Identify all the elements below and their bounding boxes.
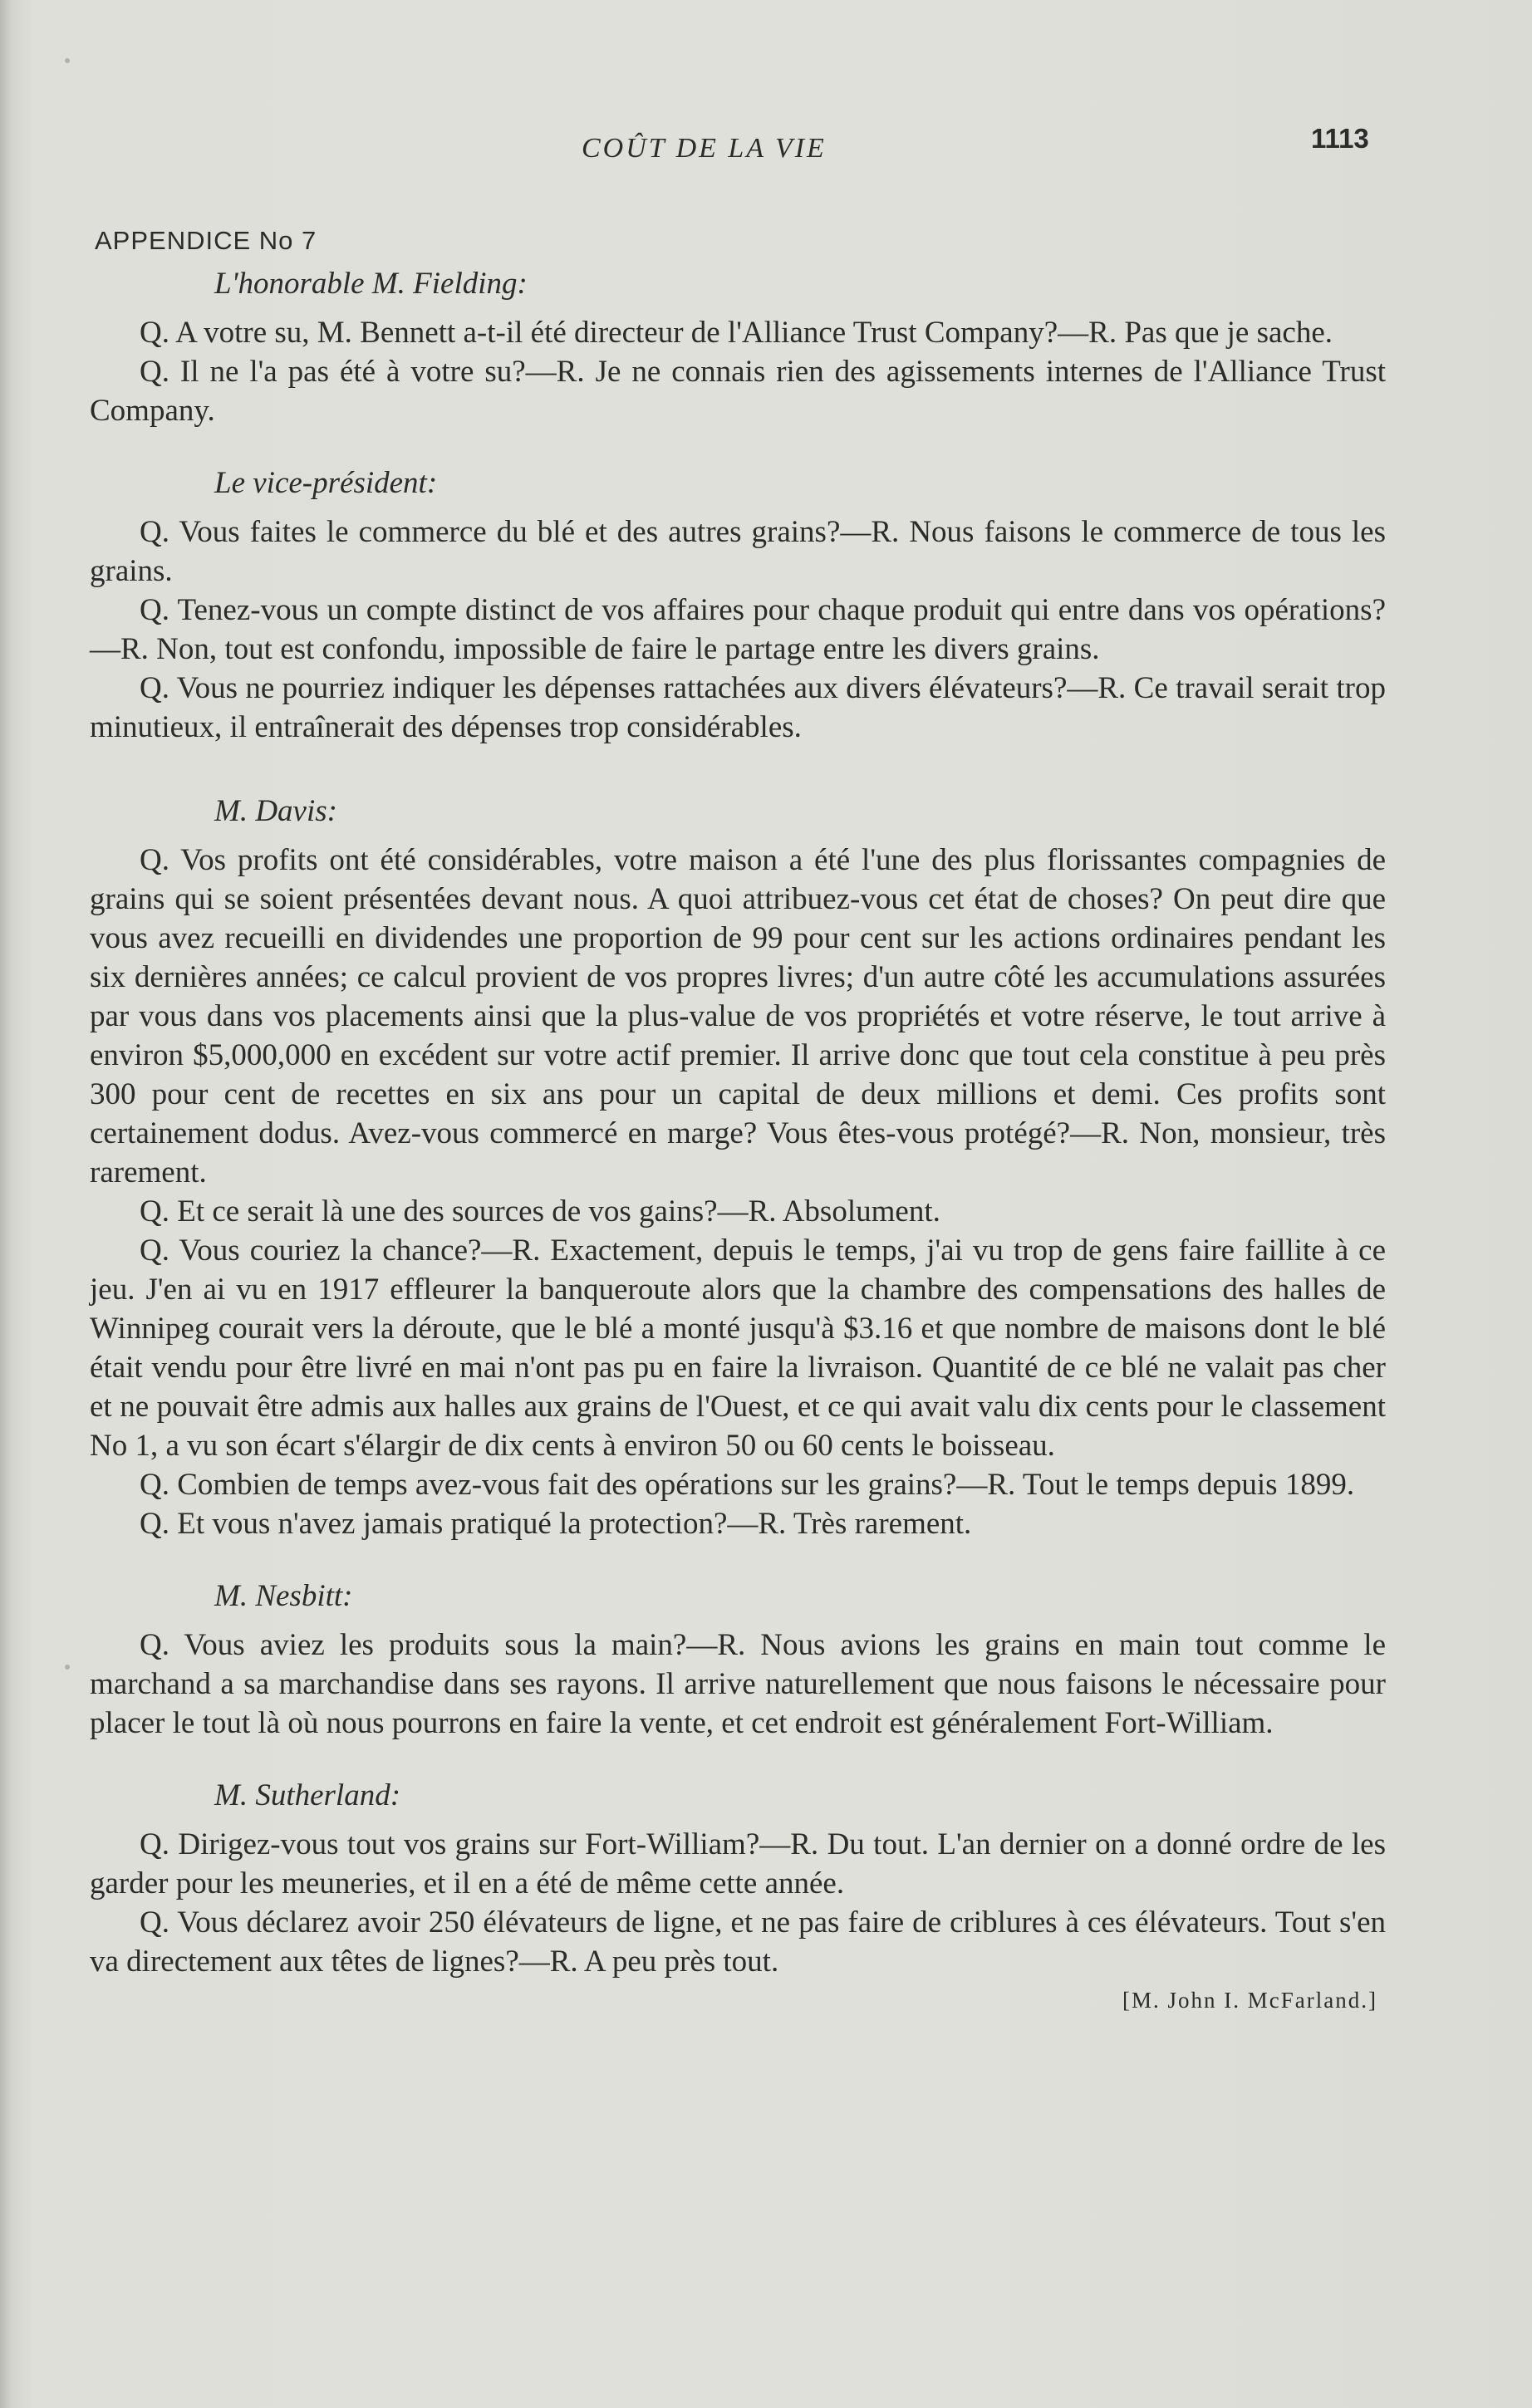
witness-attribution: [M. John I. McFarland.] [1122, 1988, 1377, 2013]
question-answer: Q. Et vous n'avez jamais pratiqué la protection?—R. Très rarement. [140, 1507, 972, 1541]
question-answer: Q. Et ce serait là une des sources de vos gains?—R. Absolument. [140, 1194, 940, 1229]
appendix-label: APPENDICE No 7 [95, 226, 317, 255]
question-answer: Q. Vous aviez les produits sous la main?—R. Nous avions les grains en main tout comme le marchand a sa marchandise dans ses rayons. Il arrive naturellement que nous faisons le nécessaire pour placer le tout là où nous pourrons en faire la vente, et cet endroit est généralement Fort-William. [90, 1628, 1386, 1740]
question-answer: Q. Vous ne pourriez indiquer les dépenses rattachées aux divers élévateurs?—R. Ce travail serait trop minutieux, il entraînerait des dépenses trop considérables. [90, 671, 1386, 744]
page-blemish [65, 58, 70, 63]
question-answer: Q. Vous déclarez avoir 250 élévateurs de ligne, et ne pas faire de criblures à ces élévateurs. Tout s'en va directement aux têtes de lignes?—R. A peu près tout. [90, 1905, 1386, 1979]
section-vice-president [90, 463, 1386, 747]
speaker-name: M. Sutherland: [214, 1778, 401, 1812]
question-answer: Q. Vos profits ont été considérables, votre maison a été l'une des plus florissantes compagnies de grains qui se soient présentées devant nous. A quoi attribuez-vous cet état de choses? On peut dire que vous avez recueilli en dividendes une proportion de 99 pour cent sur les actions ordinaires pendant les six dernières années; ce calcul provient de vos propres livres; d'un autre côté les accumulations assurées par vous dans vos placements ainsi que la plus-value de vos propriétés et votre réserve, le tout arrive à environ $5,000,000 en excédent sur votre actif premier. Il arrive donc que tout cela constitue à peu près 300 pour cent de recettes en six ans pour un capital de deux millions et demi. Ces profits sont certainement dodus. Avez-vous commercé en marge? Vous êtes-vous protégé?—R. Non, monsieur, très rarement. [90, 843, 1386, 1189]
question-answer: Q. Combien de temps avez-vous fait des opérations sur les grains?—R. Tout le temps depuis 1899. [140, 1468, 1355, 1502]
document-body [90, 264, 1386, 2043]
question-answer: Q. Vous couriez la chance?—R. Exactement, depuis le temps, j'ai vu trop de gens faire faillite à ce jeu. J'en ai vu en 1917 effleurer la banqueroute alors que la chambre des compensations des halles de Winnipeg courait vers la déroute, que le blé a monté jusqu'à $3.16 et que nombre de maisons dont le blé était vendu pour être livré en mai n'ont pas pu en faire la livraison. Quantité de ce blé ne valait pas cher et ne pouvait être admis aux halles aux grains de l'Ouest, et ce qui avait valu dix cents pour le classement No 1, a vu son écart s'élargir de dix cents à environ 50 ou 60 cents le boisseau. [90, 1233, 1386, 1463]
page-blemish [65, 1665, 70, 1670]
speaker-name: M. Davis: [214, 794, 337, 828]
speaker-name: Le vice-président: [214, 466, 438, 500]
running-header: COÛT DE LA VIE [582, 133, 827, 164]
section-davis [90, 792, 1386, 1543]
speaker-name: L'honorable M. Fielding: [214, 267, 528, 301]
section-fielding [90, 264, 1386, 430]
page-number: 1113 [1311, 123, 1369, 154]
question-answer: Q. Il ne l'a pas été à votre su?—R. Je ne connais rien des agissements internes de l'Alliance Trust Company. [90, 355, 1386, 428]
section-sutherland [90, 1776, 1386, 1981]
question-answer: Q. A votre su, M. Bennett a-t-il été directeur de l'Alliance Trust Company?—R. Pas que je sache. [140, 316, 1333, 350]
question-answer: Q. Vous faites le commerce du blé et des autres grains?—R. Nous faisons le commerce de tous les grains. [90, 515, 1386, 588]
speaker-name: M. Nesbitt: [214, 1579, 353, 1613]
question-answer: Q. Dirigez-vous tout vos grains sur Fort-William?—R. Du tout. L'an dernier on a donné ordre de les garder pour les meuneries, et il en a été de même cette année. [90, 1827, 1386, 1900]
section-nesbitt [90, 1577, 1386, 1743]
question-answer: Q. Tenez-vous un compte distinct de vos affaires pour chaque produit qui entre dans vos opérations?—R. Non, tout est confondu, impossible de faire le partage entre les divers grains. [90, 593, 1386, 666]
